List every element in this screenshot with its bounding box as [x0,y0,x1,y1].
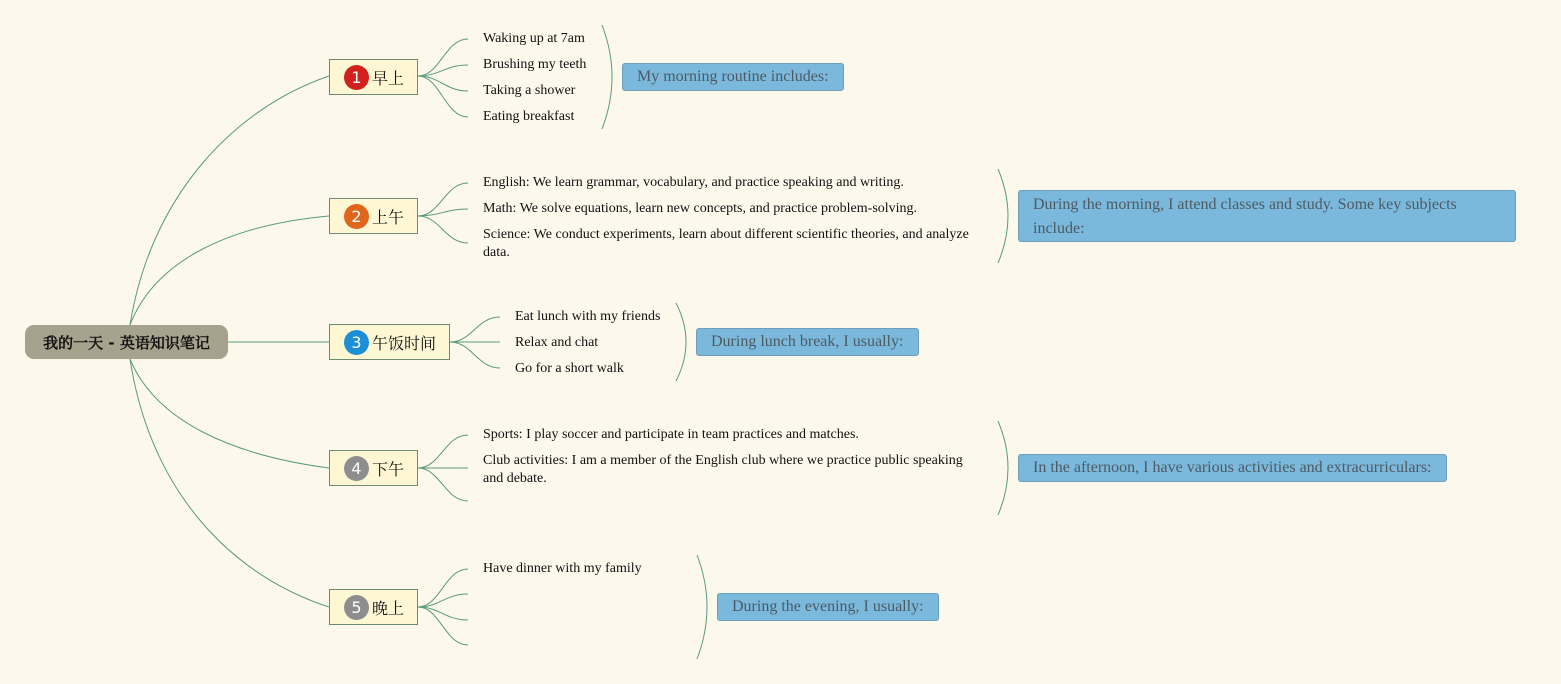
branch-evening[interactable] [329,589,418,625]
summary-bracket-4 [998,421,1008,515]
leaf-item[interactable]: Waking up at 7am [483,31,585,46]
priority-1-icon: 1 [344,65,369,90]
leaf-item[interactable]: Brushing my teeth [483,57,587,72]
root-title: 我的一天 - 英语知识笔记 [43,333,210,352]
summary-forenoon[interactable] [1018,190,1516,242]
leaf-item[interactable]: Sports: I play soccer and participate in team practices and matches. [483,427,859,442]
summary-text: During lunch break, I usually: [711,333,904,350]
leaf-item[interactable]: Eat lunch with my friends [515,309,661,324]
priority-4-icon: 4 [344,456,369,481]
summary-morning[interactable] [622,63,844,91]
branch-label: 下午 [372,459,405,479]
branch-afternoon[interactable] [329,450,418,486]
leaf-item[interactable]: Relax and chat [515,335,599,350]
branch-label: 早上 [372,68,405,88]
summary-afternoon[interactable] [1018,454,1447,482]
leaf-item[interactable]: Have dinner with my family [483,561,642,576]
leaf-item[interactable]: Math: We solve equations, learn new concepts, and practice problem-solving. [483,201,918,216]
branch-forenoon[interactable] [329,198,418,234]
branch-lunch[interactable] [329,324,450,360]
summary-bracket-5 [697,555,707,659]
summary-text: During the evening, I usually: [732,598,924,615]
summary-lunch[interactable] [696,328,919,356]
branch-label: 午饭时间 [372,333,437,353]
priority-2-icon: 2 [344,204,369,229]
summary-bracket-3 [676,303,686,381]
connector-root-branch-2 [130,216,329,325]
branch-label: 上午 [372,207,405,227]
summary-text: During the morning, I attend classes and study. Some key subjects include: [1033,196,1457,237]
priority-5-icon: 5 [344,595,369,620]
connector-root-branch-4 [130,359,329,468]
root-topic[interactable] [25,325,228,359]
summary-bracket-1 [602,25,612,129]
leaf-item[interactable]: Taking a shower [483,83,576,98]
summary-text: My morning routine includes: [637,68,829,85]
leaf-item[interactable]: English: We learn grammar, vocabulary, and practice speaking and writing. [483,175,904,190]
summary-bracket-2 [998,169,1008,263]
summary-evening[interactable] [717,593,939,621]
leaf-item[interactable]: Go for a short walk [515,361,624,376]
branch-label: 晚上 [372,598,405,618]
summary-text: In the afternoon, I have various activities and extracurriculars: [1033,459,1432,476]
branch-morning[interactable] [329,59,418,95]
connector-root-branch-5 [130,359,329,607]
priority-3-icon: 3 [344,330,369,355]
leaf-item[interactable]: Science: We conduct experiments, learn about different scientific theories, and analyze data. [483,227,969,260]
leaf-item[interactable]: Eating breakfast [483,109,575,124]
leaf-item[interactable]: Club activities: I am a member of the English club where we practice public speaking and debate. [483,453,963,486]
connector-root-branch-1 [130,76,329,325]
